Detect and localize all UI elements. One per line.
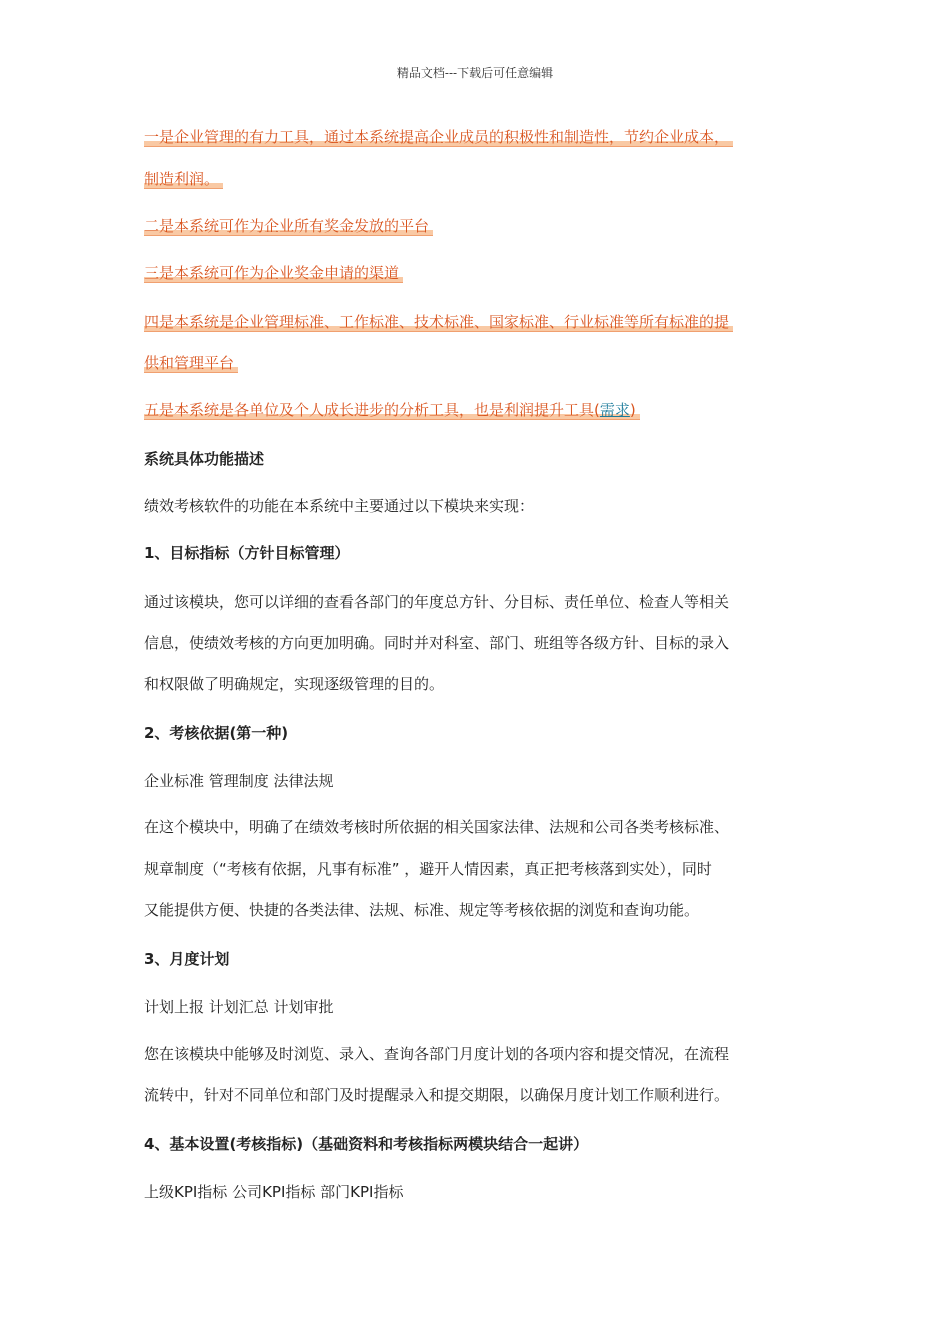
section-1-para-line-2: 信息，使绩效考核的方向更加明确。同时并对科室、部门、班组等各级方针、目标的录入 xyxy=(144,634,730,652)
highlight-line-7: 五是本系统是各单位及个人成长进步的分析工具，也是利润提升工具(需求) xyxy=(144,400,640,420)
highlight-line-1: 一是企业管理的有力工具，通过本系统提高企业成员的积极性和制造性，节约企业成本， xyxy=(144,127,733,147)
section-1-para-line-1: 通过该模块，您可以详细的查看各部门的年度总方针、分目标、责任单位、检查人等相关 xyxy=(144,593,730,611)
page-header: 精品文档---下载后可任意编辑 xyxy=(396,66,554,80)
section-1-title: 1、目标指标（方针目标管理） xyxy=(144,544,350,562)
section-2-title: 2、考核依据(第一种) xyxy=(144,724,289,742)
highlight-line-6: 供和管理平台 xyxy=(144,353,238,373)
section-heading-main: 系统具体功能描述 xyxy=(144,450,265,468)
section-2-para-line-3: 又能提供方便、快捷的各类法律、法规、标准、规定等考核依据的浏览和查询功能。 xyxy=(144,901,700,919)
highlight-line-2: 制造利润。 xyxy=(144,169,223,189)
section-2-para-line-2: 规章制度（“考核有依据，凡事有标准” ，避开人情因素，真正把考核落到实处），同时 xyxy=(144,860,712,878)
section-1-para-line-3: 和权限做了明确规定，实现逐级管理的目的。 xyxy=(144,675,445,693)
section-3-para-line-2: 流转中，针对不同单位和部门及时提醒录入和提交期限，以确保月度计划工作顺利进行。 xyxy=(144,1086,730,1104)
section-4-title: 4、基本设置(考核指标)（基础资料和考核指标两模块结合一起讲） xyxy=(144,1135,589,1153)
highlight-line-4: 三是本系统可作为企业奖金申请的渠道 xyxy=(144,263,403,283)
section-4-subtitle: 上级KPI指标 公司KPI指标 部门KPI指标 xyxy=(144,1183,404,1201)
section-2-para-line-1: 在这个模块中，明确了在绩效考核时所依据的相关国家法律、法规和公司各类考核标准、 xyxy=(144,818,730,836)
intro-text: 绩效考核软件的功能在本系统中主要通过以下模块来实现： xyxy=(144,497,535,515)
demand-link[interactable]: 需求 xyxy=(599,401,630,419)
section-3-para-line-1: 您在该模块中能够及时浏览、录入、查询各部门月度计划的各项内容和提交情况，在流程 xyxy=(144,1045,730,1063)
section-2-subtitle: 企业标准 管理制度 法律法规 xyxy=(144,772,334,790)
section-3-title: 3、月度计划 xyxy=(144,950,230,968)
highlight-line-3: 二是本系统可作为企业所有奖金发放的平台 xyxy=(144,216,433,236)
section-3-subtitle: 计划上报 计划汇总 计划审批 xyxy=(144,998,334,1016)
highlight-line-5: 四是本系统是企业管理标准、工作标准、技术标准、国家标准、行业标准等所有标准的提 xyxy=(144,312,733,332)
